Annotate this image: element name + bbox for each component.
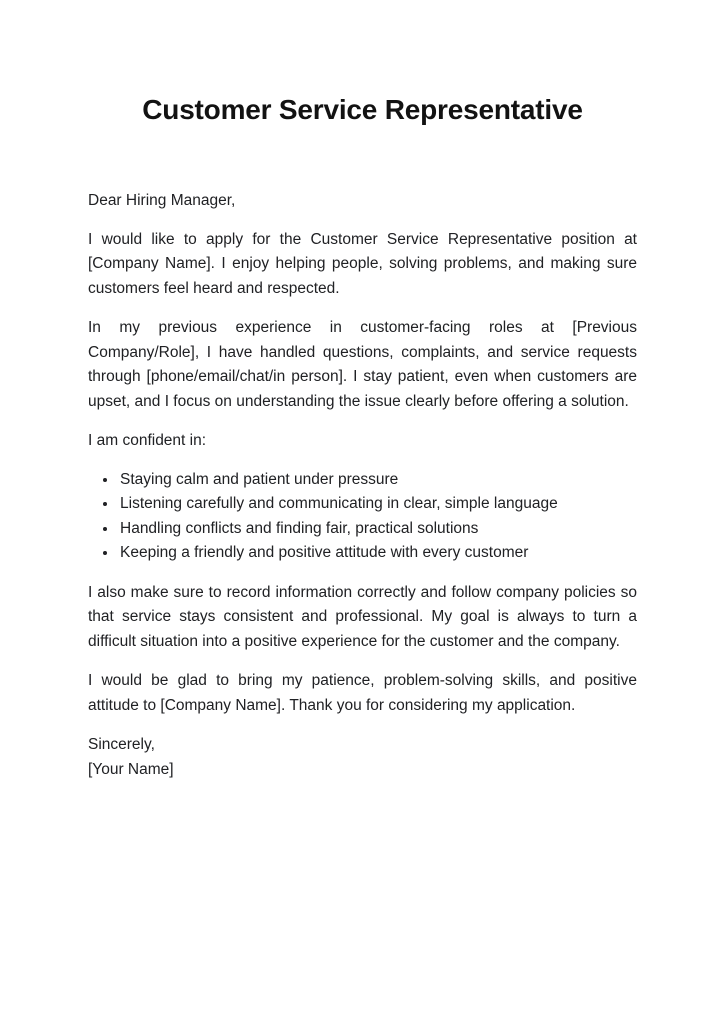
skills-list-intro: I am confident in:	[88, 432, 207, 449]
page-title: Customer Service Representative	[142, 94, 583, 125]
paragraph-intro: I would like to apply for the Customer Service Representative position at [Company Name]. I enjoy helping people, solving problems, and making sure customers feel heard and respected.	[88, 230, 637, 297]
skills-list-item: • Staying calm and patient under pressure	[118, 468, 637, 493]
signature-placeholder: [Your Name]	[88, 760, 174, 778]
paragraph-experience: In my previous experience in customer-facing roles at [Previous Company/Role], I have handled questions, complaints, and service requests through [phone/email/chat/in person]. I stay patient, even when customers are upset, and I focus on understanding the issue clearly before offering a solution.	[88, 319, 637, 410]
paragraph-thanks: I would be glad to bring my patience, problem-solving skills, and positive attitude to [Company Name]. Thank you for considering my application.	[88, 672, 637, 714]
closing-salutation: Sincerely,	[88, 736, 155, 753]
skills-list-item: • Handling conflicts and finding fair, practical solutions	[118, 517, 637, 542]
sign-off	[88, 733, 637, 782]
greeting-line: Dear Hiring Manager,	[88, 192, 236, 209]
skills-list	[88, 468, 637, 566]
skills-list-item: • Keeping a friendly and positive attitude with every customer	[118, 541, 637, 566]
paragraph-policies: I also make sure to record information correctly and follow company policies so that service stays consistent and professional. My goal is always to turn a difficult situation into a positive experience for the customer and the company.	[88, 583, 637, 650]
skills-list-item: • Listening carefully and communicating in clear, simple language	[118, 492, 637, 517]
